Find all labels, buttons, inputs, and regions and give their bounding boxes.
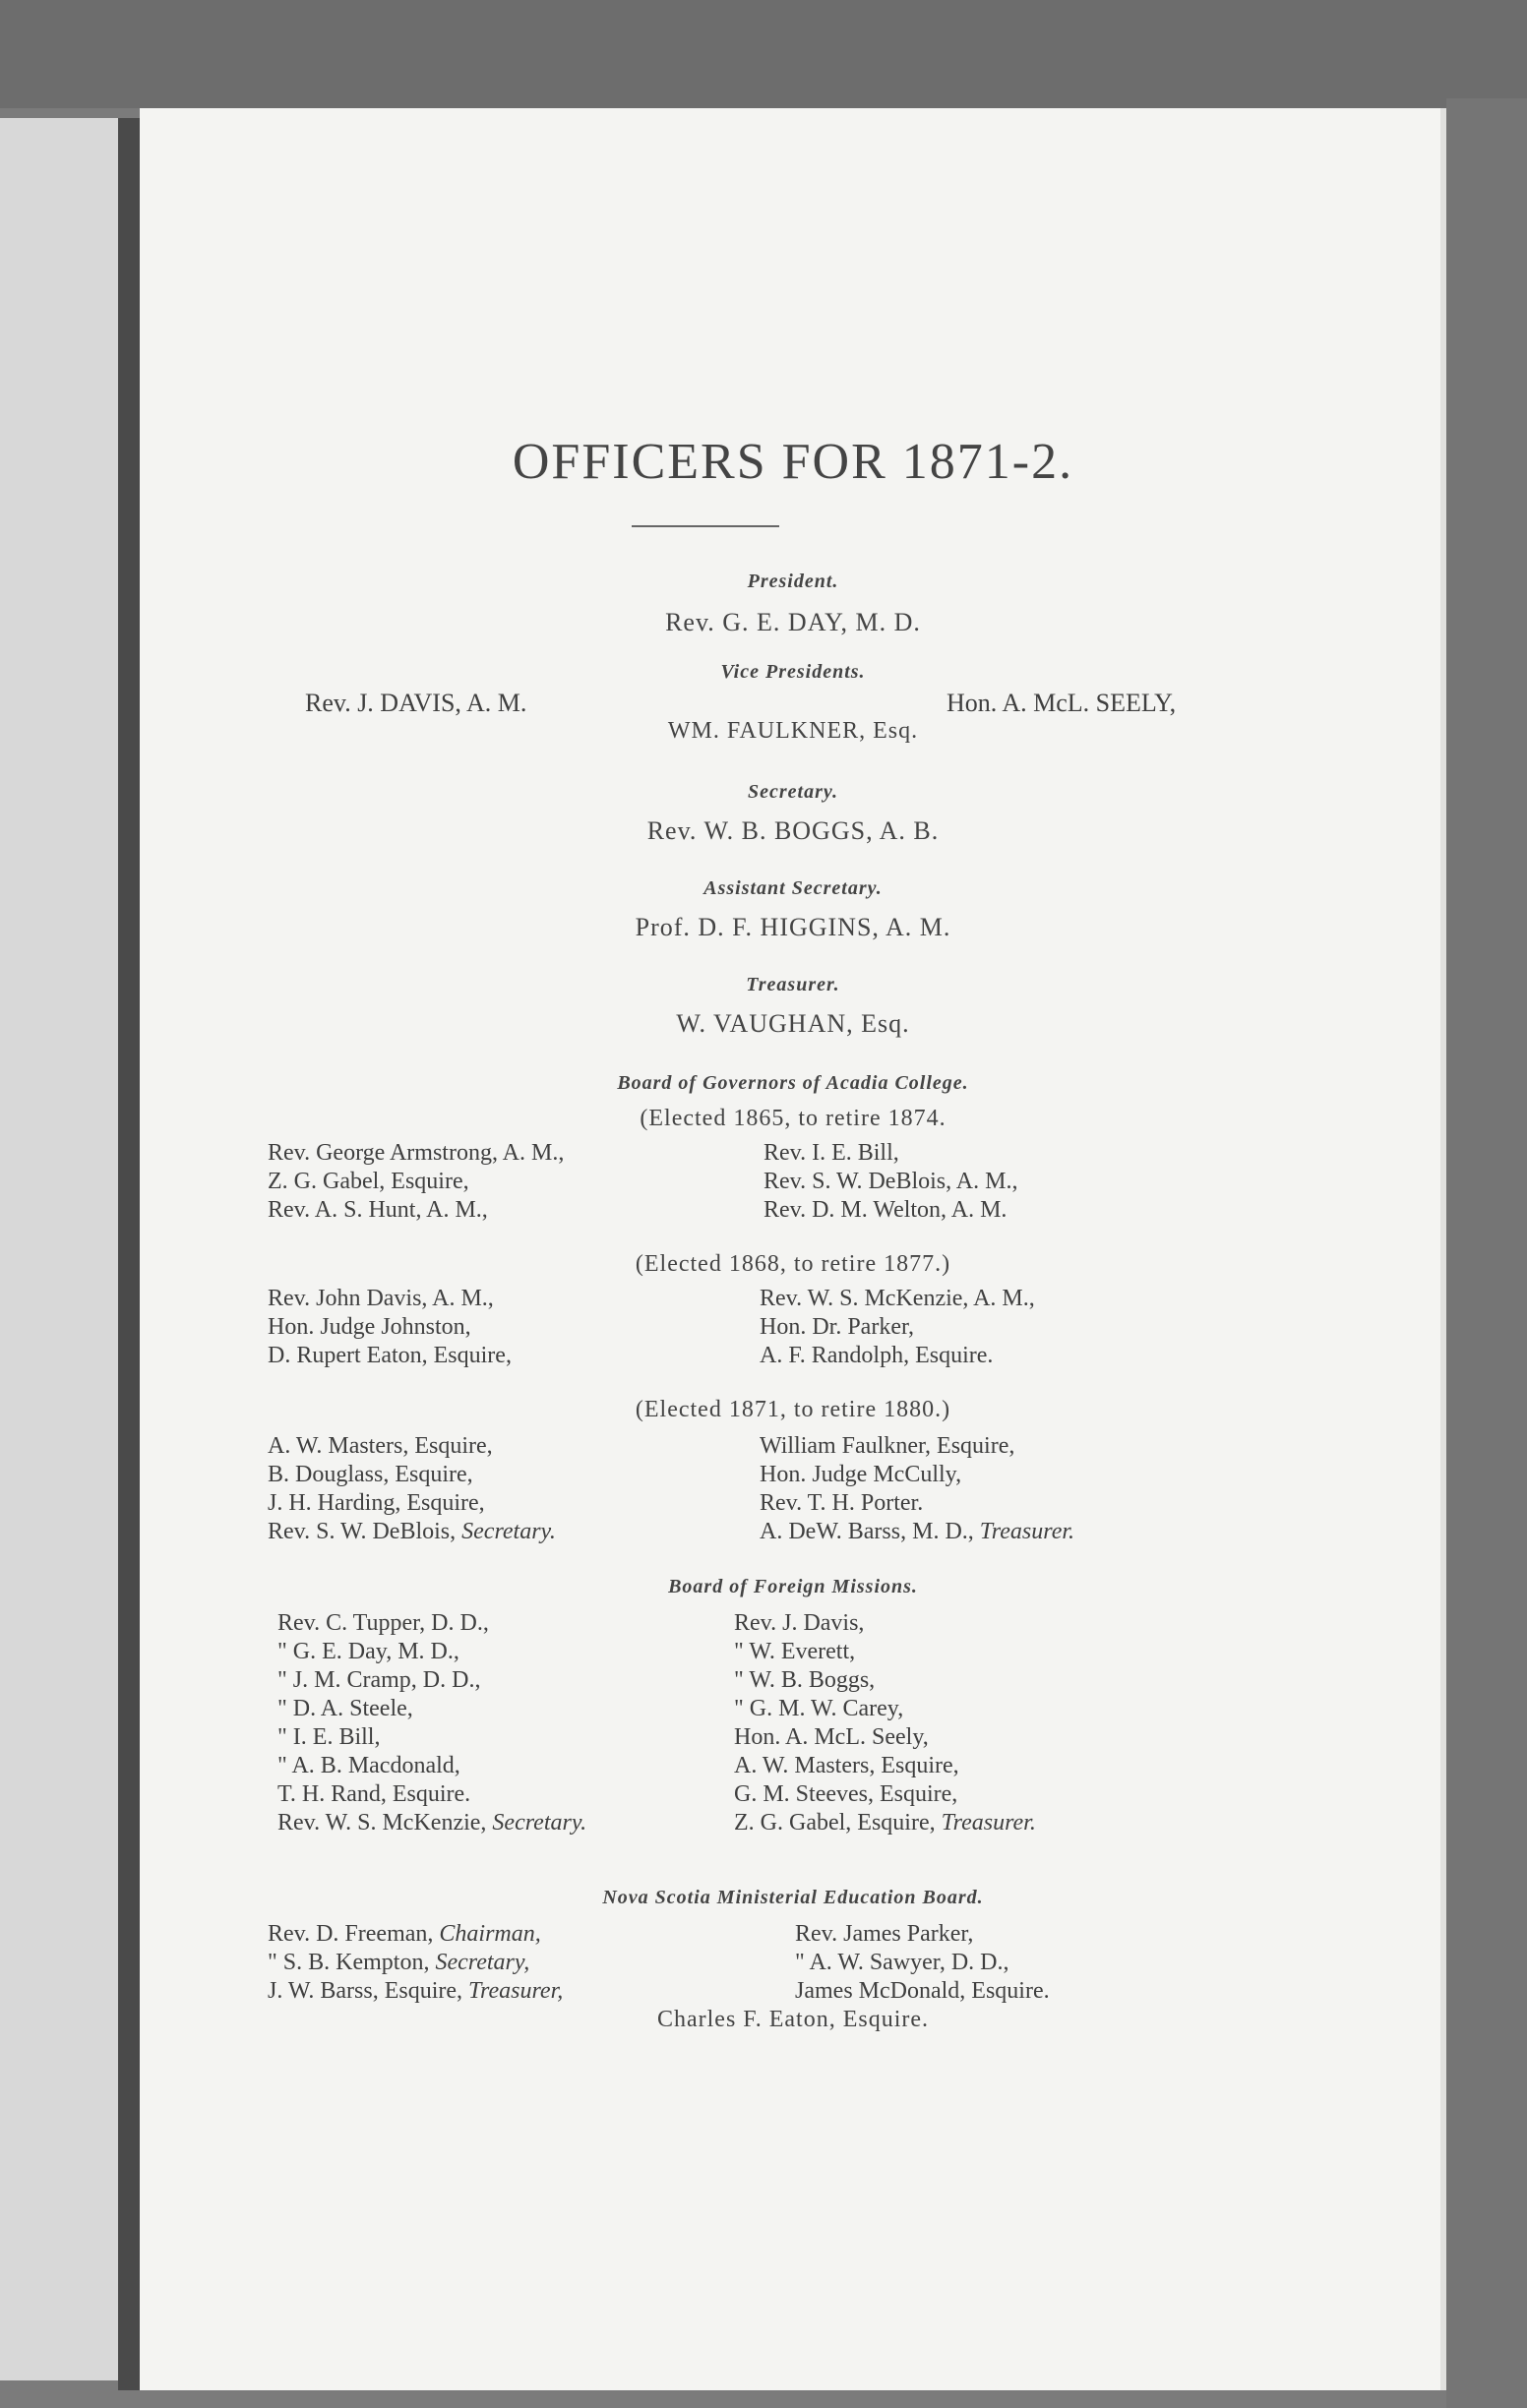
secretary-heading: Secretary. (747, 781, 838, 803)
governors-group-3-left (268, 1432, 556, 1546)
list-item: Rev. T. H. Porter. (760, 1490, 924, 1516)
governors-group-2-left (268, 1285, 512, 1370)
list-item: " D. A. Steele, (277, 1696, 413, 1721)
list-item: Rev. J. Davis, (734, 1610, 865, 1636)
list-item: " W. B. Boggs, (734, 1667, 876, 1693)
list-item: Rev. C. Tupper, D. D., (277, 1610, 489, 1636)
list-item: Hon. Judge Johnston, (268, 1314, 471, 1340)
title-divider (632, 525, 779, 527)
document-page (140, 108, 1446, 2390)
list-item: Hon. Dr. Parker, (760, 1314, 915, 1340)
list-item: James McDonald, Esquire. (795, 1978, 1050, 2004)
list-item: A. W. Masters, Esquire, (268, 1433, 493, 1459)
list-item: " A. W. Sawyer, D. D., (795, 1950, 1009, 1975)
role-label: Secretary, (435, 1950, 530, 1975)
vice-president-left: Rev. J. DAVIS, A. M. (305, 689, 527, 717)
list-item: Rev. S. W. DeBlois, A. M., (764, 1169, 1018, 1194)
list-item: Rev. A. S. Hunt, A. M., (268, 1197, 488, 1223)
list-item: Rev. James Parker, (795, 1921, 974, 1947)
treasurer-heading: Treasurer. (746, 974, 840, 995)
list-item: Rev. D. M. Welton, A. M. (764, 1197, 1008, 1223)
list-item: Hon. A. McL. Seely, (734, 1724, 929, 1750)
vice-president-right: Hon. A. McL. SEELY, (947, 689, 1177, 717)
list-item: J. H. Harding, Esquire, (268, 1490, 485, 1516)
page-gutter (118, 118, 140, 2390)
treasurer-name: W. VAUGHAN, Esq. (676, 1009, 910, 1038)
governors-group-1-elected: (Elected 1865, to retire 1874. (640, 1106, 947, 1131)
foreign-missions-left (277, 1609, 586, 1837)
adjacent-page (0, 118, 118, 2380)
list-item: A. F. Randolph, Esquire. (760, 1343, 994, 1368)
governors-heading: Board of Governors of Acadia College. (617, 1072, 969, 1094)
governors-group-2-elected: (Elected 1868, to retire 1877.) (635, 1251, 951, 1277)
education-board-center: Charles F. Eaton, Esquire. (656, 2007, 930, 2032)
list-item: J. W. Barss, Esquire, Treasurer, (268, 1978, 564, 2004)
education-board-left (268, 1920, 563, 2006)
list-item: " I. E. Bill, (277, 1724, 381, 1750)
vice-president-center: WM. FAULKNER, Esq. (667, 718, 919, 744)
list-item: Z. G. Gabel, Esquire, (268, 1169, 469, 1194)
foreign-missions-right (734, 1609, 1036, 1837)
list-item: " G. M. W. Carey, (734, 1696, 904, 1721)
list-item: A. DeW. Barss, M. D., Treasurer. (760, 1519, 1075, 1544)
page-title: OFFICERS FOR 1871-2. (512, 434, 1074, 490)
governors-group-3-right (760, 1432, 1074, 1546)
role-label: Treasurer. (941, 1810, 1036, 1836)
role-label: Treasurer, (468, 1978, 564, 2004)
assistant-secretary-name: Prof. D. F. HIGGINS, A. M. (635, 913, 951, 941)
list-item: T. H. Rand, Esquire. (277, 1781, 471, 1807)
list-item: G. M. Steeves, Esquire, (734, 1781, 958, 1807)
president-heading: President. (747, 571, 839, 592)
president-name: Rev. G. E. DAY, M. D. (665, 608, 921, 636)
foreign-missions-heading: Board of Foreign Missions. (668, 1576, 918, 1597)
education-board-heading: Nova Scotia Ministerial Education Board. (602, 1887, 984, 1908)
vice-presidents-heading: Vice Presidents. (720, 661, 866, 683)
list-item: Rev. D. Freeman, Chairman, (268, 1921, 541, 1947)
governors-group-1-left (268, 1139, 564, 1225)
role-label: Secretary. (492, 1810, 587, 1836)
list-item: Rev. George Armstrong, A. M., (268, 1140, 565, 1166)
list-item: Rev. John Davis, A. M., (268, 1286, 494, 1311)
secretary-name: Rev. W. B. BOGGS, A. B. (646, 816, 940, 845)
list-item: D. Rupert Eaton, Esquire, (268, 1343, 512, 1368)
list-item: Rev. S. W. DeBlois, Secretary. (268, 1519, 556, 1544)
role-label: Secretary. (461, 1519, 556, 1544)
list-item: Rev. W. S. McKenzie, Secretary. (277, 1810, 587, 1836)
role-label: Chairman, (439, 1921, 541, 1947)
list-item: " J. M. Cramp, D. D., (277, 1667, 481, 1693)
governors-group-3-elected: (Elected 1871, to retire 1880.) (635, 1397, 951, 1422)
scan-background-top (0, 0, 1527, 108)
list-item: B. Douglass, Esquire, (268, 1462, 473, 1487)
list-item: " A. B. Macdonald, (277, 1753, 460, 1778)
list-item: A. W. Masters, Esquire, (734, 1753, 959, 1778)
assistant-secretary-heading: Assistant Secretary. (703, 877, 883, 899)
list-item: " S. B. Kempton, Secretary, (268, 1950, 530, 1975)
list-item: Z. G. Gabel, Esquire, Treasurer. (734, 1810, 1036, 1836)
role-label: Treasurer. (979, 1519, 1075, 1544)
list-item: " G. E. Day, M. D., (277, 1639, 459, 1664)
list-item: Rev. W. S. McKenzie, A. M., (760, 1286, 1035, 1311)
list-item: " W. Everett, (734, 1639, 856, 1664)
governors-group-1-right (764, 1139, 1017, 1225)
list-item: William Faulkner, Esquire, (760, 1433, 1015, 1459)
scan-background-right (1446, 98, 1527, 2408)
education-board-right (795, 1920, 1050, 2006)
list-item: Rev. I. E. Bill, (764, 1140, 899, 1166)
list-item: Hon. Judge McCully, (760, 1462, 962, 1487)
governors-group-2-right (760, 1285, 1035, 1370)
